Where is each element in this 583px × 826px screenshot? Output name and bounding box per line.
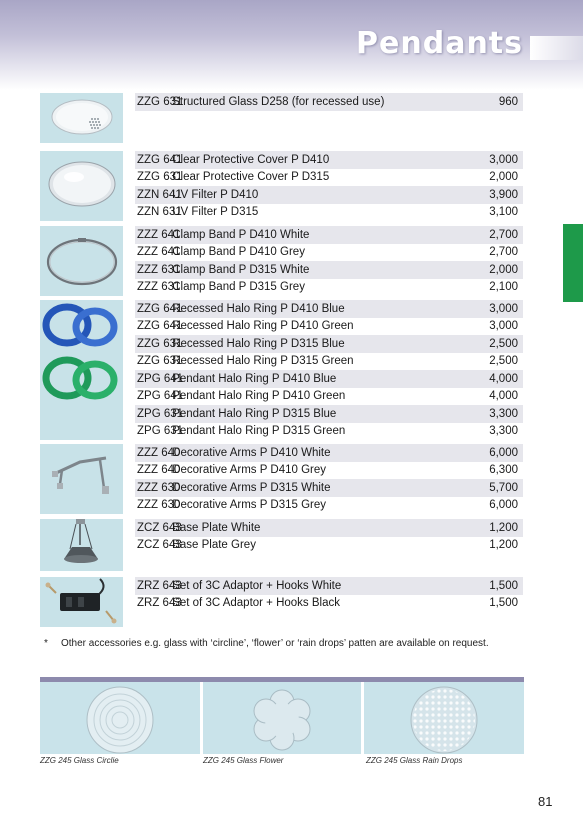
- product-description: [137, 264, 309, 276]
- product-price: 2,000: [489, 171, 518, 184]
- product-name: Clamp Band P D410 Grey: [172, 246, 305, 259]
- circline-glass-icon: [40, 682, 200, 754]
- clamp-band-ring-icon: [40, 226, 123, 296]
- product-description: [137, 229, 309, 241]
- product-name: Pendant Halo Ring P D315 Green: [172, 425, 346, 438]
- table-row: [135, 151, 523, 169]
- product-price: 6,000: [489, 446, 518, 459]
- product-group-structured-glass: [135, 93, 523, 111]
- product-name: Recessed Halo Ring P D410 Green: [172, 320, 354, 333]
- product-code: ZZN 631: [137, 206, 182, 219]
- table-row: [135, 370, 523, 388]
- product-price: 2,500: [489, 355, 518, 368]
- product-description: [137, 303, 345, 315]
- product-price: 2,500: [489, 337, 518, 350]
- product-name: Set of 3C Adaptor + Hooks White: [172, 579, 342, 592]
- product-description: [137, 408, 336, 420]
- product-price: 1,200: [489, 521, 518, 534]
- product-code: ZPG 631: [137, 425, 184, 438]
- product-name: Pendant Halo Ring P D315 Blue: [172, 407, 337, 420]
- table-row: [135, 300, 523, 318]
- table-row: [135, 318, 523, 336]
- table-row: [135, 353, 523, 371]
- product-description: [137, 96, 384, 108]
- gallery-caption: ZZG 245 Glass Circlie: [40, 756, 119, 765]
- footnote: [44, 637, 526, 650]
- product-description: [137, 447, 331, 459]
- table-row: [135, 444, 523, 462]
- table-row: [135, 462, 523, 480]
- product-description: [137, 499, 326, 511]
- product-code: ZZZ 641: [137, 246, 181, 259]
- table-row: [135, 335, 523, 353]
- product-code: ZZG 641: [137, 153, 183, 166]
- table-row: [135, 405, 523, 423]
- product-code: ZZG 631: [137, 337, 183, 350]
- gallery-caption: ZZG 245 Glass Flower: [203, 756, 284, 765]
- table-row: [135, 537, 523, 555]
- product-price: 960: [498, 95, 518, 108]
- product-name: Decorative Arms P D315 Grey: [172, 499, 327, 512]
- product-name: Decorative Arms P D410 Grey: [172, 464, 327, 477]
- product-price: 2,700: [489, 246, 518, 259]
- page-title: Pendants: [356, 26, 523, 61]
- product-group-halo-rings: [135, 300, 523, 440]
- product-price: 4,000: [489, 390, 518, 403]
- structured-glass-disc-icon: [40, 93, 123, 143]
- product-code: ZZZ 631: [137, 281, 181, 294]
- product-description: [137, 580, 341, 592]
- product-price: 1,500: [489, 597, 518, 610]
- product-code: ZZG 641: [137, 302, 183, 315]
- product-description: [137, 390, 345, 402]
- product-code: ZZG 631: [137, 355, 183, 368]
- table-row: [135, 244, 523, 262]
- product-name: Clamp Band P D410 White: [172, 228, 310, 241]
- product-group-decorative-arms: [135, 444, 523, 514]
- footnote-text: Other accessories e.g. glass with ‘circline’, ‘flower’ or ‘rain drops’ patten are available on request.: [61, 638, 489, 649]
- protective-cover-disc-icon: [40, 151, 123, 221]
- product-price: 1,500: [489, 579, 518, 592]
- table-row: [135, 577, 523, 595]
- product-description: [137, 338, 345, 350]
- product-group-clamp-bands: [135, 226, 523, 296]
- product-description: [137, 281, 305, 293]
- product-name: Pendant Halo Ring P D410 Blue: [172, 372, 337, 385]
- table-row: [135, 479, 523, 497]
- product-code: ZCZ 643: [137, 539, 182, 552]
- table-row: [135, 388, 523, 406]
- product-code: ZZG 641: [137, 320, 183, 333]
- table-row: [135, 93, 523, 111]
- table-row: [135, 226, 523, 244]
- product-code: ZCZ 643: [137, 521, 182, 534]
- table-row: [135, 279, 523, 297]
- table-row: [135, 519, 523, 537]
- product-name: Recessed Halo Ring P D410 Blue: [172, 302, 345, 315]
- product-price: 1,200: [489, 539, 518, 552]
- product-code: ZZZ 631: [137, 263, 181, 276]
- product-description: [137, 320, 354, 332]
- product-description: [137, 189, 258, 201]
- product-name: Base Plate White: [172, 521, 261, 534]
- product-code: ZPG 641: [137, 372, 184, 385]
- table-row: [135, 186, 523, 204]
- product-code: ZZZ 641: [137, 228, 181, 241]
- product-name: Clear Protective Cover P D315: [172, 171, 330, 184]
- product-price: 3,000: [489, 153, 518, 166]
- product-price: 3,000: [489, 320, 518, 333]
- header-tab-decoration: [530, 36, 583, 60]
- product-price: 3,100: [489, 206, 518, 219]
- product-description: [137, 597, 340, 609]
- product-name: Base Plate Grey: [172, 539, 256, 552]
- product-code: ZPG 641: [137, 390, 184, 403]
- product-name: Decorative Arms P D410 White: [172, 446, 331, 459]
- product-description: [137, 464, 326, 476]
- product-description: [137, 206, 258, 218]
- product-code: ZZZ 640: [137, 464, 181, 477]
- table-row: [135, 204, 523, 222]
- product-price: 5,700: [489, 481, 518, 494]
- product-price: 6,300: [489, 464, 518, 477]
- product-code: ZRZ 643: [137, 597, 182, 610]
- product-code: ZZZ 640: [137, 446, 181, 459]
- product-name: UV Filter P D410: [172, 188, 259, 201]
- gallery-caption: ZZG 245 Glass Rain Drops: [366, 756, 463, 765]
- page-number: 81: [538, 794, 553, 809]
- product-name: Clamp Band P D315 Grey: [172, 281, 305, 294]
- product-price: 2,000: [489, 263, 518, 276]
- decorative-arms-icon: [40, 444, 123, 514]
- product-name: Structured Glass D258 (for recessed use): [172, 95, 385, 108]
- rain-drops-glass-icon: [364, 682, 524, 754]
- product-group-protective-covers: [135, 151, 523, 221]
- product-price: 3,000: [489, 302, 518, 315]
- product-code: ZRZ 643: [137, 579, 182, 592]
- product-group-base-plate: [135, 519, 523, 554]
- product-description: [137, 425, 345, 437]
- product-group-adaptor-hooks: [135, 577, 523, 612]
- product-price: 4,000: [489, 372, 518, 385]
- product-price: 2,100: [489, 281, 518, 294]
- product-code: ZZG 631: [137, 95, 183, 108]
- table-row: [135, 595, 523, 613]
- base-plate-icon: [40, 519, 123, 571]
- product-code: ZZG 631: [137, 171, 183, 184]
- flower-glass-icon: [203, 682, 361, 754]
- product-description: [137, 373, 336, 385]
- product-name: Clamp Band P D315 White: [172, 263, 310, 276]
- product-name: Set of 3C Adaptor + Hooks Black: [172, 597, 341, 610]
- product-name: Recessed Halo Ring P D315 Green: [172, 355, 354, 368]
- product-price: 3,300: [489, 425, 518, 438]
- product-name: Pendant Halo Ring P D410 Green: [172, 390, 346, 403]
- product-price: 2,700: [489, 228, 518, 241]
- product-description: [137, 246, 305, 258]
- halo-rings-icon: [40, 300, 123, 440]
- section-tab-marker: [563, 224, 583, 302]
- adaptor-hooks-icon: [40, 577, 123, 627]
- product-name: Clear Protective Cover P D410: [172, 153, 330, 166]
- product-description: [137, 154, 329, 166]
- table-row: [135, 169, 523, 187]
- product-description: [137, 171, 329, 183]
- product-code: ZZZ 630: [137, 481, 181, 494]
- product-name: UV Filter P D315: [172, 206, 259, 219]
- product-price: 6,000: [489, 499, 518, 512]
- table-row: [135, 497, 523, 515]
- product-description: [137, 482, 331, 494]
- product-description: [137, 355, 354, 367]
- product-code: ZZN 641: [137, 188, 182, 201]
- product-name: Recessed Halo Ring P D315 Blue: [172, 337, 345, 350]
- product-code: ZZZ 630: [137, 499, 181, 512]
- product-code: ZPG 631: [137, 407, 184, 420]
- table-row: [135, 423, 523, 441]
- product-description: [137, 539, 256, 551]
- product-price: 3,900: [489, 188, 518, 201]
- product-description: [137, 522, 260, 534]
- footnote-marker: *: [44, 638, 48, 649]
- table-row: [135, 261, 523, 279]
- product-price: 3,300: [489, 407, 518, 420]
- product-name: Decorative Arms P D315 White: [172, 481, 331, 494]
